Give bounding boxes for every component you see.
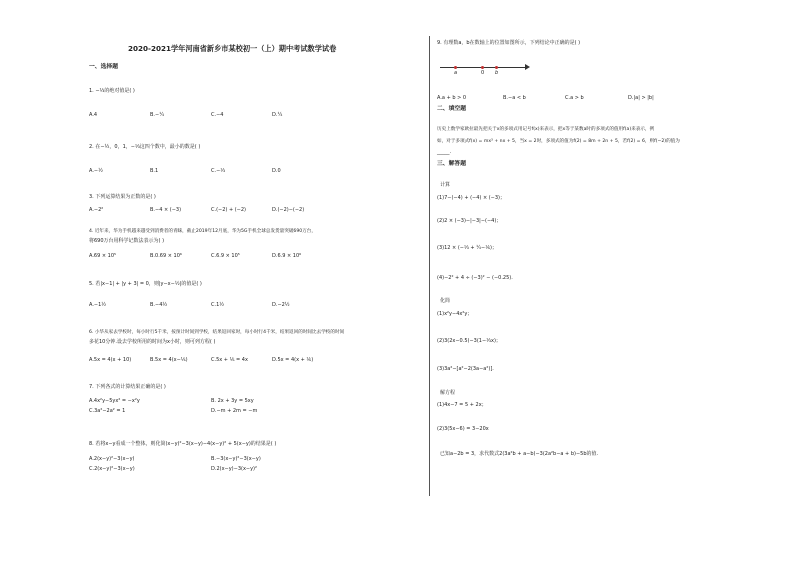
- page-title: 2020-2021学年河南省新乡市某校初一（上）期中考试数学试卷: [128, 44, 337, 53]
- q6-stem-line2: 多花10分钟.设去学校所用的时间为x小时，则可列方程( ): [89, 339, 216, 345]
- label-b: b: [495, 70, 499, 76]
- q1-option-b: B.−¼: [150, 112, 165, 118]
- simplify-item-2: (2)3(2x−0.5)−3(1−⅓x)；: [437, 338, 501, 344]
- q4-option-d: D.6.9 × 10⁶: [272, 253, 302, 259]
- q4-option-c: C.6.9 × 10⁵: [211, 253, 240, 259]
- label-zero: 0: [481, 70, 485, 76]
- q10-stem-line2: 如，对于多项式f(x) = mx³ + nx + 5，当x = 2时，多项式的值为f(2) = 8m + 2n + 5，若f(2) = 6，则f(−2)的值为: [437, 139, 680, 144]
- q10-stem-line3: _____.: [437, 149, 452, 155]
- q10-stem-line1: 历史上数学家欧拉最先把关于x的多项式用记号f(x)来表示，把x等于某数a时的多项式的值用f(a)来表示，例: [437, 127, 655, 132]
- q7-option-b: B. 2x + 3y = 5xy: [211, 398, 254, 404]
- number-line: [440, 64, 530, 78]
- calc-heading: 计算: [440, 182, 451, 188]
- q7-stem: 7. 下列各式的计算结果正确的是( ): [89, 384, 166, 390]
- q2-stem: 2. 在−½，0，1，−⅓这四个数中，最小的数是( ): [89, 144, 201, 150]
- q2-option-b: B.1: [150, 168, 159, 174]
- q1-option-d: D.¼: [272, 112, 283, 118]
- calc-item-2: (2)2 × (−3)−|−3|−(−4)；: [437, 218, 502, 224]
- q3-option-c: C.(−2) + (−2): [211, 207, 246, 213]
- simplify-item-1: (1)x²y−4x²y；: [437, 311, 473, 317]
- q4-option-b: B.0.69 × 10⁶: [150, 253, 182, 259]
- section-fill-heading: 二、填空题: [437, 106, 466, 112]
- calc-item-1: (1)7−(−4) + (−4) × (−3)；: [437, 195, 506, 201]
- q5-stem: 5. 若|x−1| + |y + 3| = 0，则|y−x−½|的值是( ): [89, 281, 202, 287]
- equation-item-2: (2)3(5x−6) = 3−20x: [437, 426, 489, 432]
- q7-option-a: A.4x²y−5yx² = −x²y: [89, 398, 140, 404]
- q9-option-a: A.a + b > 0: [437, 95, 467, 101]
- q8-stem: 8. 若将x−y看成一个整体，则化简(x−y)²−3(x−y)−4(x−y)² + 5(x−y)的结果是( ): [89, 441, 277, 447]
- q1-stem: 1. −⅓的绝对值是( ): [89, 88, 135, 94]
- q9-option-b: B.−a < b: [503, 95, 526, 101]
- equation-heading: 解方程: [440, 390, 456, 396]
- q3-option-b: B.−4 × (−3): [150, 207, 182, 213]
- q2-option-a: A.−½: [89, 168, 103, 174]
- calc-item-3: (3)12 × (−⅓ + ¼−⅙)；: [437, 245, 498, 251]
- q6-option-b: B.5x = 4(x−⅙): [150, 357, 188, 363]
- q5-option-a: A.−1½: [89, 302, 107, 308]
- simplify-heading: 化简: [440, 298, 451, 304]
- q9-option-c: C.a > b: [565, 95, 584, 101]
- equation-item-1: (1)4x−7 = 5 + 2x；: [437, 402, 487, 408]
- arrow-right-icon: [525, 64, 530, 70]
- q3-stem: 3. 下列运算结果为正数的是( ): [89, 194, 156, 200]
- q4-stem-line1: 4. 近年来，华为手机越来越受到消费者的青睐，截止2019年12月底，华为5G手机全球总发货量突破690万台，: [89, 229, 316, 234]
- q7-option-c: C.3a²−2a² = 1: [89, 408, 126, 414]
- q8-option-a: A.2(x−y)²−3(x−y): [89, 456, 135, 462]
- q5-option-b: B.−4½: [150, 302, 168, 308]
- label-a: a: [454, 70, 458, 76]
- q9-stem: 9. 有理数a，b在数轴上的位置如图所示，下列结论中正确的是( ): [437, 40, 581, 46]
- q3-option-a: A.−2²: [89, 207, 104, 213]
- q1-option-a: A.4: [89, 112, 98, 118]
- q4-option-a: A.69 × 10⁵: [89, 253, 117, 259]
- q2-option-d: D.0: [272, 168, 281, 174]
- section-choice-heading: 一、选择题: [89, 64, 118, 70]
- q3-option-d: D.(−2)−(−2): [272, 207, 305, 213]
- q2-option-c: C.−⅓: [211, 168, 226, 174]
- q6-option-d: D.5x = 4(x + ⅙): [272, 357, 314, 363]
- q6-stem-line1: 6. 小华从家去学校时，每小时行5千米，按预计时间到学校，结果返回家时，每小时行4千米，结果返回的时间比去学校的时间: [89, 330, 345, 335]
- q6-option-c: C.5x + ⅙ = 4x: [211, 357, 248, 363]
- final-question: 已知a−2b = 3，求代数式2(3a²b + a−b)−3(2a²b−a + b)−5b的值.: [440, 451, 599, 457]
- q4-stem-line2: 将690万台用科学记数法表示为( ): [89, 238, 165, 244]
- q5-option-d: D.−2½: [272, 302, 290, 308]
- calc-item-4: (4)−2² + 4 ÷ (−3)² − (−0.25).: [437, 275, 513, 281]
- q7-option-d: D.−m + 2m = −m: [211, 408, 258, 414]
- q8-option-b: B.−3(x−y)²−3(x−y): [211, 456, 261, 462]
- column-divider: [429, 36, 430, 496]
- q6-option-a: A.5x = 4(x + 10): [89, 357, 132, 363]
- point-a-marker: [454, 66, 457, 69]
- point-zero-marker: [481, 66, 484, 69]
- simplify-item-3: (3)3a²−[a²−2(3a−a²)].: [437, 366, 494, 372]
- q9-option-d: D.|a| > |b|: [628, 95, 654, 101]
- q1-option-c: C.−4: [211, 112, 224, 118]
- q8-option-c: C.2(x−y)²−3(x−y): [89, 466, 135, 472]
- section-answer-heading: 三、解答题: [437, 161, 466, 167]
- q5-option-c: C.1½: [211, 302, 225, 308]
- q8-option-d: D.2(x−y)−3(x−y)²: [211, 466, 258, 472]
- point-b-marker: [495, 66, 498, 69]
